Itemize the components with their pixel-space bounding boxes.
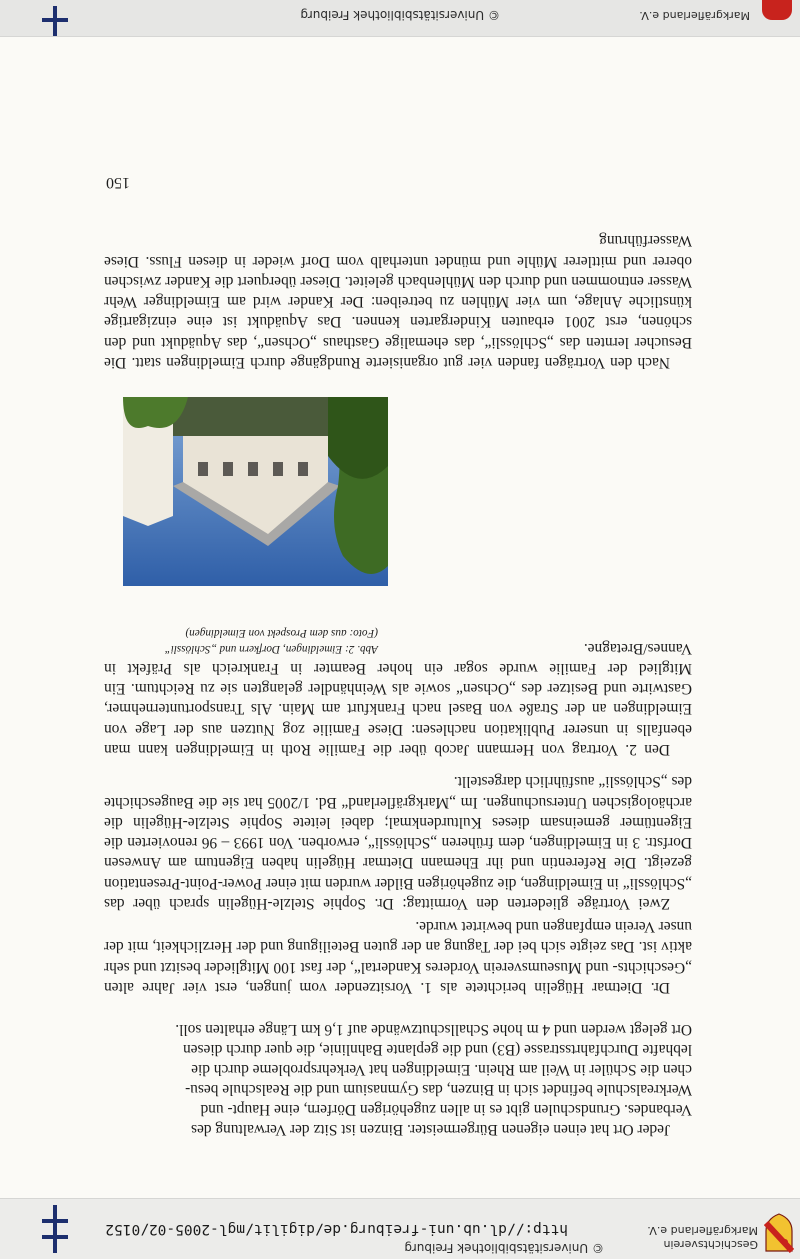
caption-credit: (Foto: aus dem Prospekt von Eimeldingen) [185, 627, 378, 639]
paragraph-verein: Dr. Dietmar Hügelin berichtete als 1. Vorsitzender vom jungen, erst vier Jahre alten „Geschichts- und Museumsverein Vorderes Kandertal“, der fast 100 Mitglieder besitzt und sehr aktiv ist. Das zeigte sich bei der Tagung an der guten Beteiligung und der Herzlichkeit, mit der unser Verein empfangen und bewirtet wurde. [104, 918, 692, 996]
text-line: chen die Schüler in Weil am Rhein. Eimeldingen hat Verkehrsprobleme durch die [191, 1061, 692, 1078]
copyright-text: © Universitätsbibliothek Freiburg [300, 8, 500, 22]
repository-header [0, 1198, 800, 1259]
page-number: 150 [106, 174, 130, 191]
copyright-text: © Universitätsbibliothek Freiburg [404, 1241, 604, 1255]
document-url-link[interactable]: http://dl.ub.uni-freiburg.de/digilit/mgl-2005-02/0152 [105, 1221, 568, 1237]
society-crest-icon [762, 0, 792, 20]
society-region: Markgräflerland e.V. [639, 9, 750, 22]
society-region: Markgräflerland e.V. [647, 1224, 758, 1237]
society-crest-icon [764, 1213, 794, 1253]
university-logo-icon [38, 2, 72, 36]
paragraph-rundgaenge: Nach den Vorträgen fanden vier gut organisierte Rundgänge durch Eimeldingen statt. Die Besucher lernten das „Schlössli“, das ehemalige Gasthaus „Ochsen“, das Aquädukt und den schönen, erst 2001 erbauten Kindergarten kennen. Das Aquädukt ist eine einzigartige künstliche Anlage, um vier Mühlen zu betreiben: Der Kander wird am Eimeldinger Wehr Wasser entnommen und durch den Mühlenbach geleitet. Dieser überquert die Kander zwischen oberer und mittlerer Mühle und mündet unterhalb vom Dorf wieder in diesen Fluss. Diese Wasserführung [104, 232, 692, 371]
text-line: Werkrealschule befindet sich in Binzen, das Gymnasium und die Realschule besu- [185, 1081, 692, 1098]
paragraph-tail: Ort gelegt werden und 4 m hohe Schallschutzwände auf 1,6 km Länge erhalten soll. [175, 1021, 692, 1038]
caption-title: Abb. 2: Eimeldingen, Dorfkern und „Schlössli“ [164, 643, 378, 655]
text-line: Verbandes. Grundschulen gibt es in allen zugehörigen Dörfern, eine Haupt- und [200, 1101, 692, 1118]
university-logo-icon [38, 1203, 72, 1253]
paragraph-familie-roth: Den 2. Vortrag von Hermann Jacob über die Familie Roth in Eimeldingen kann man ebenfalls in unserer Publikation nachlesen: Diese Familie zog Nutzen aus der Lage von Eimeldingen an der Straße von Basel nach Frankfurt am Main. Als Transportunternehmer, Gastwirte und Besitzer des „Ochsen“ sowie als Weinhändler gelangten sie zu Reichtum. Ein Mitglied der Familie wurde sogar ein hoher Beamter in Frankreich als Präfekt in Vannes/Bretagne. [104, 639, 692, 758]
paragraph-schloessli: Zwei Vorträge gliederten den Vormittag: Dr. Sophie Stelzle-Hügelin sprach über das „Schlössli“ in Eimeldingen, die zugehörigen Bilder wurden mit einer Power-Point-Presentation gezeigt. Die Referentin und ihr Ehemann Dietmar Hügelin haben Eigentum am Anwesen Dorfstr. 3 in Eimeldingen, dem früheren „Schlössli“, erworben. Von 1993 – 96 renovierten die Eigentümer gemeinsam dieses Kulturdenkmal; dabei leitete Sophie Stelzle-Hügelin die archäologischen Untersuchungen. Im „Markgräflerland“ Bd. 1/2005 hat sie die Baugeschichte des „Schlössli“ ausführlich dargestellt. [104, 773, 692, 912]
figure-caption [112, 625, 378, 657]
repository-footer [0, 0, 800, 37]
text-line: lebhafte Durchfahrtsstrasse (B3) und die geplante Bahnlinie, die quer durch diesen [182, 1041, 692, 1058]
society-name: Geschichtsverein [663, 1238, 758, 1251]
text-line: Jeder Ort hat einen eigenen Bürgermeister. Binzen ist Sitz der Verwaltung des [191, 1121, 670, 1138]
eimeldingen-photo [123, 397, 388, 586]
